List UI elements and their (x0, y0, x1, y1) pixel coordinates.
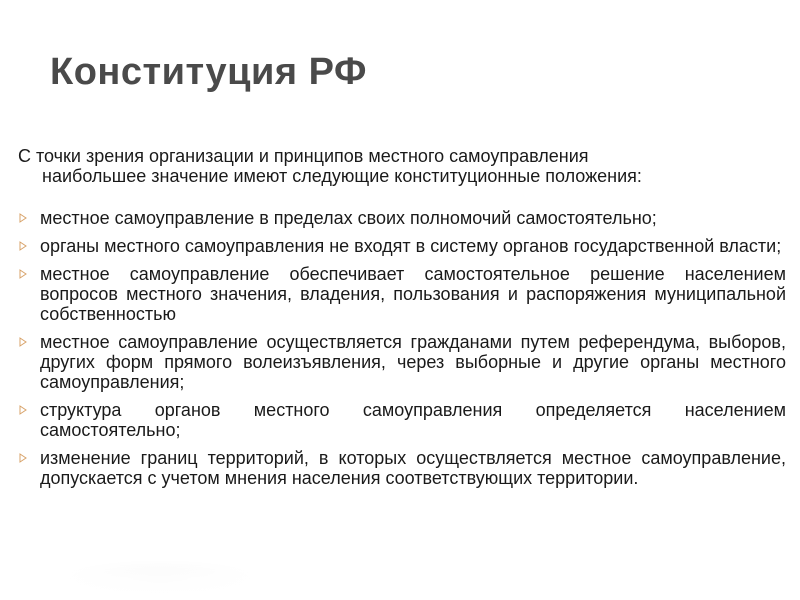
hollow-arrow-bullet-icon (18, 241, 28, 251)
hollow-arrow-bullet-icon (18, 213, 28, 223)
list-item (18, 400, 786, 440)
intro-paragraph (18, 146, 786, 186)
bullet-text: органы местного самоуправления не входят в систему органов государственной власти; (40, 236, 782, 256)
list-item (18, 236, 786, 256)
hollow-arrow-bullet-icon (18, 337, 28, 347)
bullet-text: местное самоуправление обеспечивает самостоятельное решение населением вопросов местного значения, владения, пользования и распоряжения муниципальной собственностью (40, 264, 786, 324)
bottom-decoration (60, 560, 260, 600)
hollow-arrow-bullet-icon (18, 453, 28, 463)
list-item (18, 448, 786, 488)
list-item (18, 208, 786, 228)
bullet-list (18, 208, 786, 488)
bullet-text: местное самоуправление в пределах своих полномочий самостоятельно; (40, 208, 657, 228)
intro-line: С точки зрения организации и принципов местного самоуправления (18, 146, 589, 166)
hollow-arrow-bullet-icon (18, 269, 28, 279)
bottom-fade-overlay (0, 550, 800, 600)
bullet-text: изменение границ территорий, в которых осуществляется местное самоуправление, допускается с учетом мнения населения соответствующих территории. (40, 448, 786, 488)
bullet-text: местное самоуправление осуществляется гражданами путем референдума, выборов, других форм прямого волеизъявления, через выборные и другие органы местного самоуправления; (40, 332, 786, 392)
bullet-text: структура органов местного самоуправления определяется населением самостоятельно; (40, 400, 786, 440)
list-item (18, 264, 786, 324)
intro-line: наибольшее значение имеют следующие конституционные положения: (42, 166, 642, 186)
slide-title: Конституция РФ (50, 51, 367, 93)
hollow-arrow-bullet-icon (18, 405, 28, 415)
list-item (18, 332, 786, 392)
slide-body (18, 146, 786, 496)
